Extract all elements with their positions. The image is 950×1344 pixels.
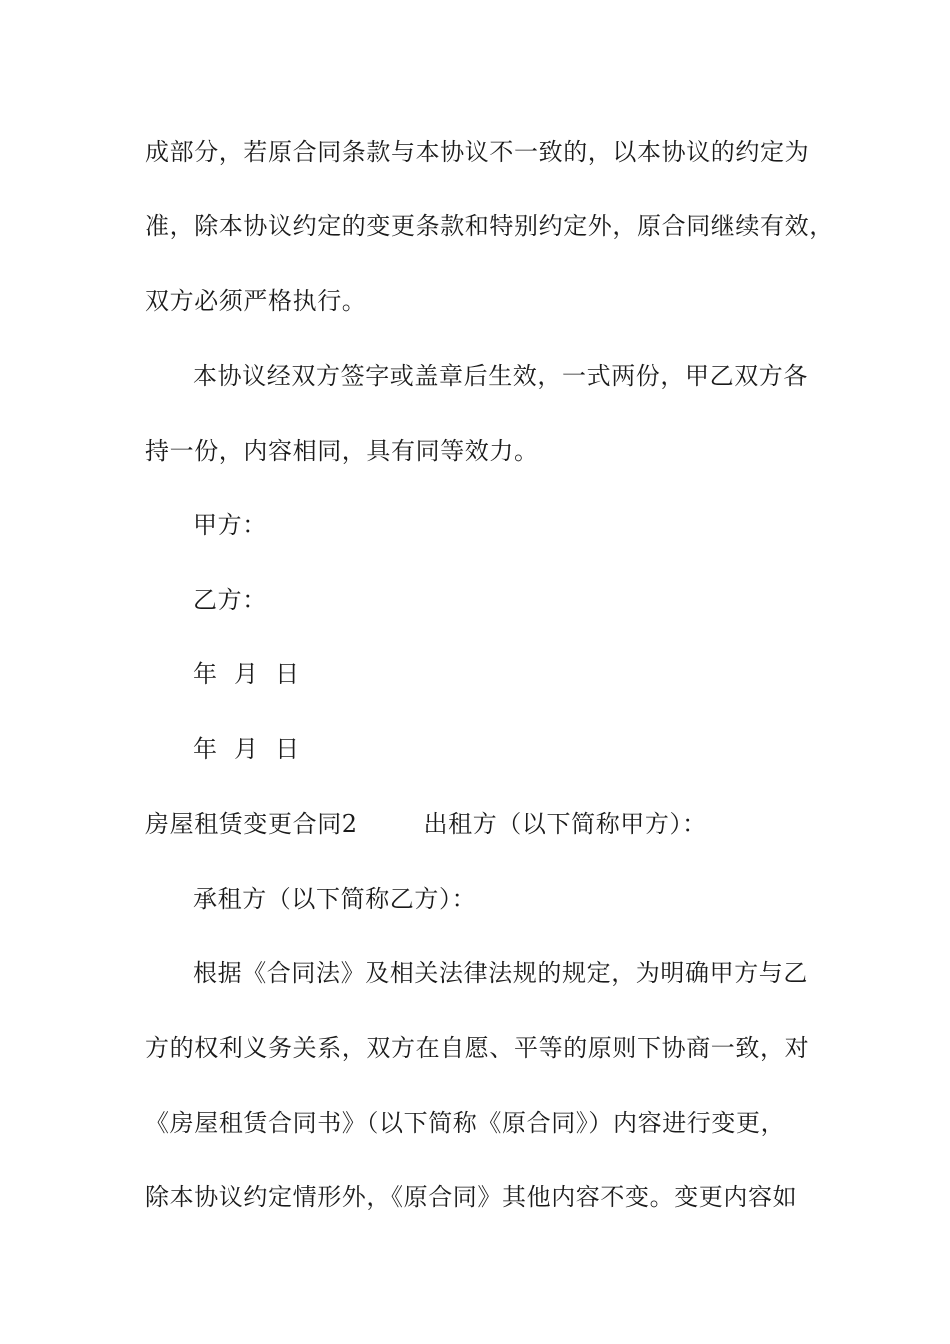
party-b-signature-label: 乙方：: [193, 586, 267, 614]
body-text-line: 《房屋租赁合同书》（以下简称《原合同》）内容进行变更，: [145, 1109, 786, 1137]
paragraph-first-line: 本协议经双方签字或盖章后生效，一式两份，甲乙双方各: [193, 362, 808, 390]
body-text-line: 除本协议约定情形外，《原合同》其他内容不变。变更内容如: [145, 1183, 798, 1211]
contract-title-line: 房屋租赁变更合同2 出租方（以下简称甲方）：: [145, 810, 707, 838]
body-text-line: 成部分，若原合同条款与本协议不一致的，以本协议的约定为: [145, 138, 810, 166]
paragraph-first-line: 根据《合同法》及相关法律法规的规定，为明确甲方与乙: [193, 959, 808, 987]
body-text-line: 准，除本协议约定的变更条款和特别约定外，原合同继续有效，: [145, 212, 834, 240]
body-text-line: 双方必须严格执行。: [145, 287, 367, 315]
date-line: 年 月 日: [193, 735, 300, 763]
body-text-line: 持一份，内容相同，具有同等效力。: [145, 437, 539, 465]
party-a-signature-label: 甲方：: [193, 511, 267, 539]
lessee-label: 承租方（以下简称乙方）：: [193, 885, 477, 913]
date-line: 年 月 日: [193, 660, 300, 688]
body-text-line: 方的权利义务关系，双方在自愿、平等的原则下协商一致，对: [145, 1034, 810, 1062]
